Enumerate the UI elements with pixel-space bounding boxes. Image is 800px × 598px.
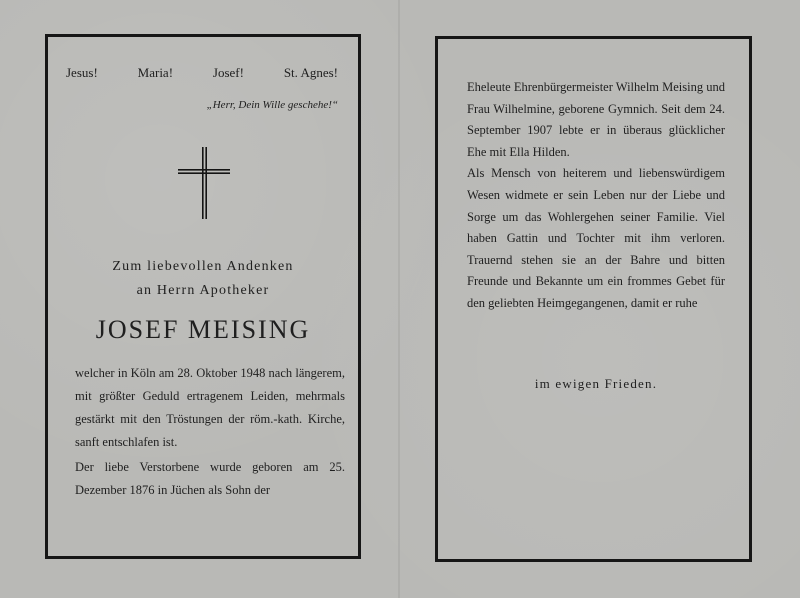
cross-icon bbox=[178, 147, 230, 219]
death-paragraph: welcher in Köln am 28. Oktober 1948 nach längerem, mit größter Geduld ertragenem Leiden, mehrmals gestärkt mit den Tröstungen der röm.-kath. Kirche, sanft entschlafen ist. bbox=[75, 366, 345, 449]
motto: „Herr, Dein Wille geschehe!“ bbox=[206, 99, 338, 111]
right-panel bbox=[435, 36, 752, 562]
prayer-josef: Josef! bbox=[212, 65, 244, 80]
prayer-jesus: Jesus! bbox=[66, 65, 98, 80]
prayer-line bbox=[66, 65, 338, 81]
prayer-maria: Maria! bbox=[137, 65, 174, 80]
closing-line: im ewigen Frieden. bbox=[534, 376, 658, 391]
biography-left bbox=[75, 362, 345, 502]
dedication-line-2: an Herrn Apotheker bbox=[136, 283, 270, 298]
birth-paragraph: Der liebe Verstorbene wurde geboren am 25. Dezember 1876 in Jüchen als Sohn der bbox=[75, 460, 345, 497]
dedication-line-1: Zum liebevollen Andenken bbox=[112, 259, 294, 274]
deceased-name: JOSEF MEISING bbox=[95, 315, 311, 344]
card-fold bbox=[398, 0, 400, 598]
left-panel bbox=[45, 34, 361, 559]
prayer-st-agnes: St. Agnes! bbox=[283, 65, 338, 80]
character-paragraph: Als Mensch von heiterem und liebenswürdigem Wesen widmete er sein Leben nur der Liebe und Sorge um das Wohlergehen seiner Familie. Viel haben Gattin und Tochter mit ihm verloren. Trauernd stehen sie an der Bahre und bitten Freunde und Bekannte um ein frommes Gebet für den geliebten Heimgegangenen, damit er ruhe bbox=[467, 166, 725, 310]
family-paragraph: Eheleute Ehrenbürgermeister Wilhelm Meising und Frau Wilhelmine, geborene Gymnich. Seit dem 24. September 1907 lebte er in überaus glücklicher Ehe mit Ella Hilden. bbox=[467, 80, 725, 159]
biography-right bbox=[467, 77, 725, 315]
